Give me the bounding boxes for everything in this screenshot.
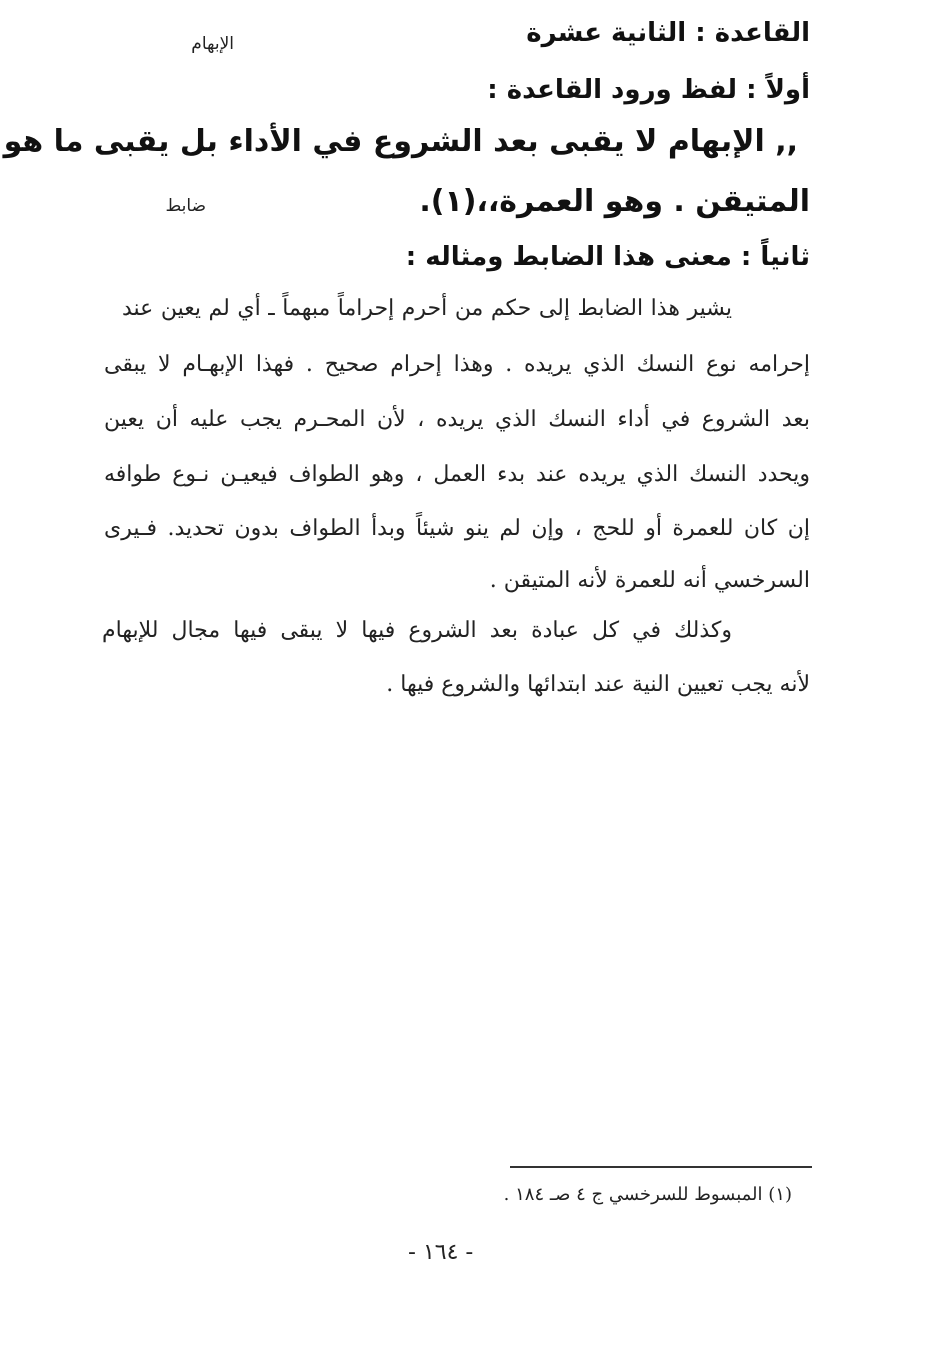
paragraph-1-line-3: بعد الشروع في أداء النسك الذي يريده ، لأن المحـرم يجب عليه أن يعين <box>104 407 810 432</box>
section-one-heading: أولاً : لفظ ورود القاعدة : <box>487 75 810 105</box>
footnote-1: (١) المبسوط للسرخسي ج ٤ صـ ١٨٤ . <box>503 1184 792 1205</box>
page-number: - ١٦٤ - <box>408 1240 474 1265</box>
paragraph-1-line-6: السرخسي أنه للعمرة لأنه المتيقن . <box>489 568 810 593</box>
paragraph-2-line-1: وكذلك في كل عبادة بعد الشروع فيها لا يبقى فيها مجال للإبهام <box>102 618 732 643</box>
paragraph-2-line-2: لأنه يجب تعيين النية عند ابتدائها والشروع فيها . <box>386 672 810 697</box>
rule-statement-line-2: المتيقن . وهو العمرة،،(١). <box>419 184 810 219</box>
running-head: الإبهام <box>191 34 234 54</box>
rule-statement-line-1: ,, الإبهام لا يقبى بعد الشروع في الأداء بل يقبى ما هو <box>3 124 798 159</box>
footnote-separator <box>510 1166 812 1168</box>
paragraph-1-line-4: ويحدد النسك الذي يريده عند بدء العمل ، وهو الطواف فيعيـن نـوع طوافه <box>104 462 810 487</box>
paragraph-1-line-5: إن كان للعمرة أو للحج ، وإن لم ينو شيئاً وبدأ الطواف بدون تحديد. فـيرى <box>104 516 810 541</box>
paragraph-1-line-1: يشير هذا الضابط إلى حكم من أحرم إحراماً مبهماً ـ أي لم يعين عند <box>122 296 732 321</box>
rule-title: القاعدة : الثانية عشرة <box>526 18 810 48</box>
section-two-heading: ثانياً : معنى هذا الضابط ومثاله : <box>405 242 810 272</box>
margin-label: ضابط <box>165 196 206 216</box>
paragraph-1-line-2: إحرامه نوع النسك الذي يريده . وهذا إحرام صحيح . فهذا الإبهـام لا يبقى <box>104 352 810 377</box>
